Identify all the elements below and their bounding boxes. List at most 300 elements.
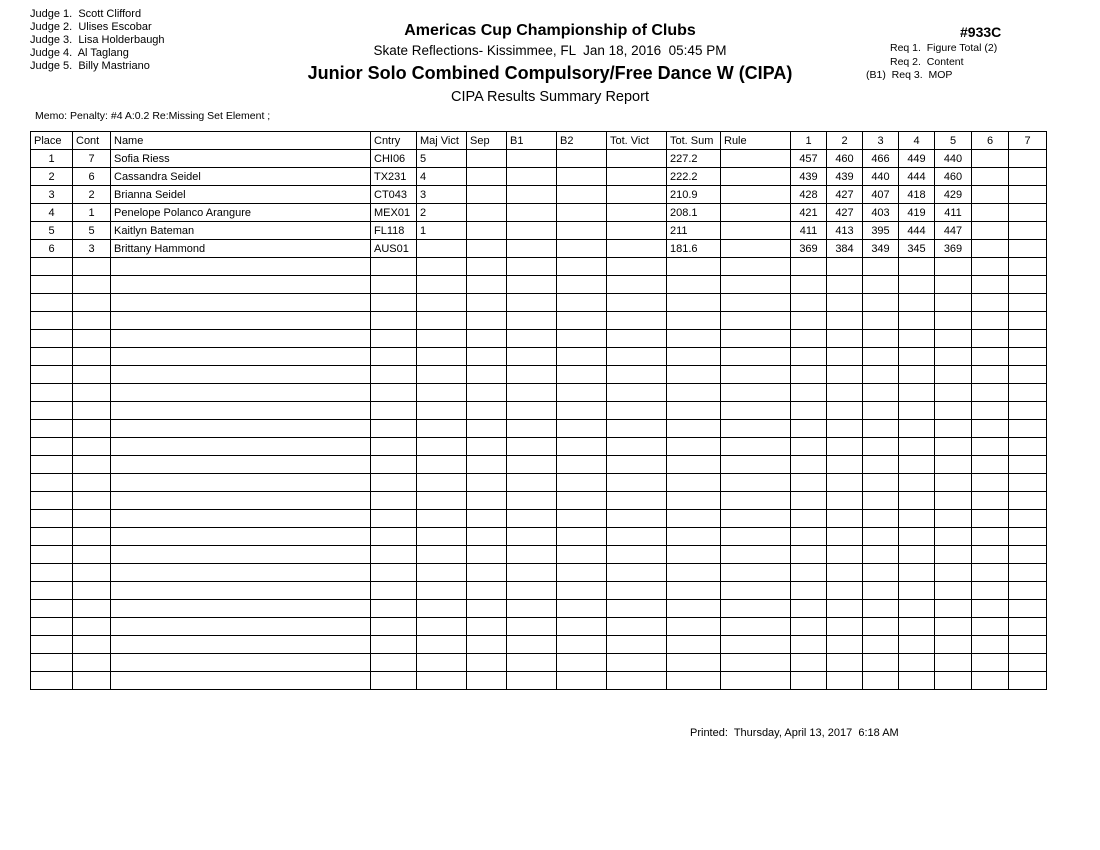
cell <box>607 240 667 258</box>
cell <box>31 348 73 366</box>
cell <box>1009 312 1047 330</box>
cell <box>557 546 607 564</box>
empty-table-row <box>31 456 1047 474</box>
cell <box>1009 654 1047 672</box>
cell <box>935 438 972 456</box>
cell <box>899 258 935 276</box>
cell <box>507 474 557 492</box>
cell <box>557 168 607 186</box>
cell <box>935 348 972 366</box>
cell <box>507 366 557 384</box>
cell <box>721 150 791 168</box>
cell <box>417 618 467 636</box>
cell <box>827 654 863 672</box>
empty-table-row <box>31 510 1047 528</box>
cell: 439 <box>791 168 827 186</box>
cell <box>791 276 827 294</box>
cell <box>827 528 863 546</box>
cell <box>721 258 791 276</box>
cell <box>467 384 507 402</box>
column-header: Name <box>111 132 371 150</box>
cell <box>1009 672 1047 690</box>
cell <box>935 312 972 330</box>
cell <box>467 582 507 600</box>
cell <box>935 546 972 564</box>
cell <box>607 204 667 222</box>
cell <box>1009 204 1047 222</box>
cell <box>507 312 557 330</box>
empty-table-row <box>31 492 1047 510</box>
cell <box>467 636 507 654</box>
cell <box>667 330 721 348</box>
cell <box>607 420 667 438</box>
cell <box>863 384 899 402</box>
cell <box>1009 402 1047 420</box>
cell <box>863 366 899 384</box>
cell <box>863 438 899 456</box>
cell <box>607 564 667 582</box>
cell: 466 <box>863 150 899 168</box>
cell <box>417 600 467 618</box>
cell <box>863 276 899 294</box>
cell <box>557 348 607 366</box>
cell <box>557 474 607 492</box>
cell: 211 <box>667 222 721 240</box>
cell <box>863 258 899 276</box>
cell <box>972 618 1009 636</box>
cell <box>507 564 557 582</box>
cell: 4 <box>417 168 467 186</box>
cell <box>972 330 1009 348</box>
cell <box>73 312 111 330</box>
cell: CHI06 <box>371 150 417 168</box>
cell <box>667 510 721 528</box>
cell <box>557 294 607 312</box>
cell <box>935 330 972 348</box>
cell <box>467 204 507 222</box>
cell <box>1009 258 1047 276</box>
cell <box>972 492 1009 510</box>
cell <box>607 276 667 294</box>
cell <box>667 384 721 402</box>
cell <box>1009 582 1047 600</box>
cell <box>607 474 667 492</box>
cell: Kaitlyn Bateman <box>111 222 371 240</box>
cell: FL118 <box>371 222 417 240</box>
cell <box>1009 348 1047 366</box>
cell <box>972 600 1009 618</box>
cell <box>417 456 467 474</box>
cell <box>73 564 111 582</box>
cell <box>935 600 972 618</box>
cell <box>899 456 935 474</box>
cell: 227.2 <box>667 150 721 168</box>
judge-line: Judge 5. Billy Mastriano <box>30 60 150 72</box>
cell <box>827 330 863 348</box>
column-header: Tot. Sum <box>667 132 721 150</box>
cell <box>371 312 417 330</box>
cell <box>863 348 899 366</box>
cell <box>972 420 1009 438</box>
cell <box>1009 600 1047 618</box>
cell <box>607 582 667 600</box>
cell <box>863 582 899 600</box>
cell <box>935 672 972 690</box>
venue-date-line: Skate Reflections- Kissimmee, FL Jan 18, 2016 05:45 PM <box>373 43 727 58</box>
cell <box>557 636 607 654</box>
cell <box>1009 438 1047 456</box>
cell <box>863 510 899 528</box>
cell <box>607 492 667 510</box>
cell <box>31 600 73 618</box>
cell <box>73 492 111 510</box>
event-number: #933C <box>960 24 1002 40</box>
cell <box>721 366 791 384</box>
cell <box>557 186 607 204</box>
cell <box>827 474 863 492</box>
cell: 429 <box>935 186 972 204</box>
cell <box>791 258 827 276</box>
cell <box>721 474 791 492</box>
cell <box>111 258 371 276</box>
cell <box>507 222 557 240</box>
cell <box>667 618 721 636</box>
cell <box>721 618 791 636</box>
cell <box>507 654 557 672</box>
column-header: B1 <box>507 132 557 150</box>
cell <box>371 618 417 636</box>
cell <box>935 276 972 294</box>
cell <box>73 366 111 384</box>
column-header: 1 <box>791 132 827 150</box>
cell <box>73 294 111 312</box>
cell <box>467 654 507 672</box>
cell <box>467 168 507 186</box>
cell: Brianna Seidel <box>111 186 371 204</box>
cell <box>371 456 417 474</box>
cell <box>791 618 827 636</box>
cell <box>1009 168 1047 186</box>
cell <box>73 258 111 276</box>
cell <box>899 294 935 312</box>
cell <box>31 312 73 330</box>
cell <box>371 546 417 564</box>
cell <box>899 510 935 528</box>
cell <box>721 330 791 348</box>
cell <box>111 474 371 492</box>
cell <box>721 186 791 204</box>
cell <box>721 402 791 420</box>
cell: 418 <box>899 186 935 204</box>
cell <box>1009 528 1047 546</box>
cell <box>791 600 827 618</box>
cell <box>721 510 791 528</box>
cell <box>557 564 607 582</box>
cell <box>467 510 507 528</box>
cell <box>467 618 507 636</box>
cell <box>935 510 972 528</box>
cell: 345 <box>899 240 935 258</box>
cell <box>899 312 935 330</box>
cell <box>972 312 1009 330</box>
cell <box>467 294 507 312</box>
cell <box>935 366 972 384</box>
cell <box>935 402 972 420</box>
cell <box>827 618 863 636</box>
cell: 384 <box>827 240 863 258</box>
empty-table-row <box>31 384 1047 402</box>
cell <box>31 474 73 492</box>
cell <box>791 492 827 510</box>
cell <box>507 384 557 402</box>
cell: 457 <box>791 150 827 168</box>
cell <box>557 402 607 420</box>
cell: TX231 <box>371 168 417 186</box>
cell <box>557 492 607 510</box>
cell: 449 <box>899 150 935 168</box>
cell <box>507 546 557 564</box>
cell: 3 <box>417 186 467 204</box>
cell <box>417 276 467 294</box>
cell <box>371 384 417 402</box>
cell <box>507 168 557 186</box>
cell <box>1009 330 1047 348</box>
cell <box>791 546 827 564</box>
cell: 3 <box>73 240 111 258</box>
cell <box>507 348 557 366</box>
table-row <box>31 168 1047 186</box>
cell <box>73 654 111 672</box>
column-header: 7 <box>1009 132 1047 150</box>
cell <box>31 654 73 672</box>
cell <box>111 564 371 582</box>
cell <box>972 276 1009 294</box>
cell <box>935 528 972 546</box>
empty-table-row <box>31 582 1047 600</box>
cell <box>667 348 721 366</box>
cell: MEX01 <box>371 204 417 222</box>
cell <box>417 564 467 582</box>
cell <box>972 186 1009 204</box>
cell: 421 <box>791 204 827 222</box>
report-title: CIPA Results Summary Report <box>451 89 649 105</box>
cell <box>467 312 507 330</box>
cell <box>111 600 371 618</box>
cell <box>899 402 935 420</box>
memo-line: Memo: Penalty: #4 A:0.2 Re:Missing Set Element ; <box>35 110 271 122</box>
cell <box>607 384 667 402</box>
table-row <box>31 204 1047 222</box>
cell <box>791 402 827 420</box>
cell: 2 <box>73 186 111 204</box>
cell <box>507 492 557 510</box>
cell <box>73 546 111 564</box>
cell <box>791 528 827 546</box>
requirements-list <box>866 42 998 83</box>
cell <box>73 600 111 618</box>
cell <box>607 672 667 690</box>
table-row <box>31 222 1047 240</box>
cell <box>1009 222 1047 240</box>
cell <box>557 672 607 690</box>
cell <box>827 276 863 294</box>
cell <box>899 618 935 636</box>
column-header: Cont <box>73 132 111 150</box>
results-table <box>30 131 1047 690</box>
cell <box>73 618 111 636</box>
cell <box>557 420 607 438</box>
cell <box>791 294 827 312</box>
cell <box>507 510 557 528</box>
cell <box>417 330 467 348</box>
cell <box>972 654 1009 672</box>
empty-table-row <box>31 636 1047 654</box>
cell <box>935 258 972 276</box>
cell <box>111 384 371 402</box>
cell: Cassandra Seidel <box>111 168 371 186</box>
cell <box>1009 276 1047 294</box>
cell <box>467 528 507 546</box>
cell <box>667 438 721 456</box>
cell: Penelope Polanco Arangure <box>111 204 371 222</box>
cell <box>827 438 863 456</box>
column-header: 2 <box>827 132 863 150</box>
table-header-row <box>31 132 1047 150</box>
cell: 1 <box>31 150 73 168</box>
cell: 407 <box>863 186 899 204</box>
cell <box>111 438 371 456</box>
cell <box>557 240 607 258</box>
cell <box>721 420 791 438</box>
cell <box>972 258 1009 276</box>
cell: 444 <box>899 222 935 240</box>
judge-line: Judge 2. Ulises Escobar <box>30 21 152 33</box>
cell <box>791 564 827 582</box>
column-header: Rule <box>721 132 791 150</box>
cell <box>827 564 863 582</box>
cell <box>972 402 1009 420</box>
column-header: Place <box>31 132 73 150</box>
cell <box>791 312 827 330</box>
cell <box>111 546 371 564</box>
cell <box>935 618 972 636</box>
cell <box>899 528 935 546</box>
cell <box>935 294 972 312</box>
cell <box>371 582 417 600</box>
cell <box>607 636 667 654</box>
cell <box>557 204 607 222</box>
cell <box>111 672 371 690</box>
cell <box>607 456 667 474</box>
cell <box>791 330 827 348</box>
column-header: Maj Vict <box>417 132 467 150</box>
cell <box>417 240 467 258</box>
cell <box>972 474 1009 492</box>
cell <box>721 600 791 618</box>
cell <box>557 330 607 348</box>
cell <box>721 384 791 402</box>
cell <box>972 366 1009 384</box>
cell: 222.2 <box>667 168 721 186</box>
cell <box>507 150 557 168</box>
cell: 428 <box>791 186 827 204</box>
empty-table-row <box>31 654 1047 672</box>
cell <box>371 366 417 384</box>
cell <box>667 636 721 654</box>
cell <box>111 654 371 672</box>
empty-table-row <box>31 402 1047 420</box>
cell: 3 <box>31 186 73 204</box>
cell: 5 <box>31 222 73 240</box>
cell: 6 <box>31 240 73 258</box>
cell <box>371 258 417 276</box>
cell: Sofia Riess <box>111 150 371 168</box>
cell <box>467 474 507 492</box>
cell <box>73 402 111 420</box>
cell <box>1009 366 1047 384</box>
cell <box>972 528 1009 546</box>
cell <box>863 564 899 582</box>
cell <box>467 330 507 348</box>
cell <box>791 510 827 528</box>
cell <box>31 438 73 456</box>
cell <box>667 546 721 564</box>
cell <box>972 564 1009 582</box>
cell <box>935 384 972 402</box>
cell <box>972 384 1009 402</box>
cell: 369 <box>791 240 827 258</box>
cell <box>721 456 791 474</box>
cell <box>417 582 467 600</box>
cell <box>899 330 935 348</box>
empty-table-row <box>31 564 1047 582</box>
cell <box>31 672 73 690</box>
cell <box>791 654 827 672</box>
cell <box>31 510 73 528</box>
cell <box>863 456 899 474</box>
cell <box>417 402 467 420</box>
cell <box>417 672 467 690</box>
cell: 439 <box>827 168 863 186</box>
cell: 411 <box>791 222 827 240</box>
cell <box>557 582 607 600</box>
cell: 395 <box>863 222 899 240</box>
cell <box>31 636 73 654</box>
requirement-line: Req 2. Content <box>890 55 964 68</box>
cell <box>827 546 863 564</box>
cell <box>827 258 863 276</box>
cell <box>899 492 935 510</box>
cell: 181.6 <box>667 240 721 258</box>
cell <box>721 168 791 186</box>
cell <box>607 600 667 618</box>
requirement-line: Req 1. Figure Total (2) <box>890 42 998 54</box>
cell <box>371 636 417 654</box>
cell: 460 <box>827 150 863 168</box>
cell <box>827 348 863 366</box>
cell <box>607 438 667 456</box>
cell <box>467 546 507 564</box>
cell <box>721 294 791 312</box>
cell: 411 <box>935 204 972 222</box>
cell <box>667 420 721 438</box>
cell <box>899 654 935 672</box>
cell <box>557 150 607 168</box>
cell <box>1009 510 1047 528</box>
empty-table-row <box>31 474 1047 492</box>
cell <box>371 276 417 294</box>
cell <box>972 240 1009 258</box>
